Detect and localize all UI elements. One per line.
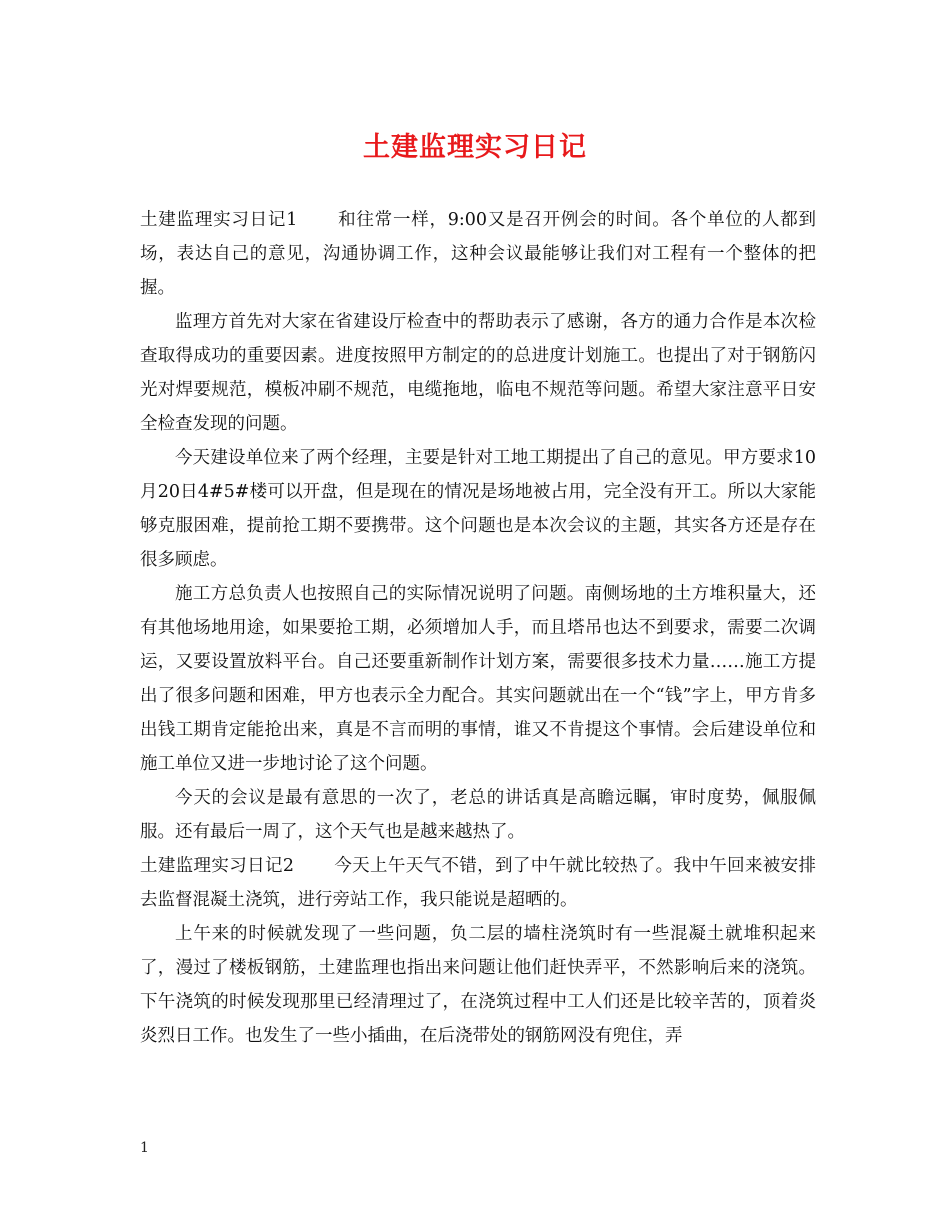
entry-1-first-text: 和往常一样，9:00又是召开例会的时间。各个单位的人都到场，表达自己的意见，沟通协调工作，这种会议最能够让我们对工程有一个整体的把握。 bbox=[140, 210, 817, 298]
document-body bbox=[140, 203, 816, 1053]
document-title: 土建监理实习日记 bbox=[363, 132, 587, 163]
entry-1-paragraph-1: 监理方首先对大家在省建设厅检查中的帮助表示了感谢，各方的通力合作是本次检查取得成功的重要因素。进度按照甲方制定的的总进度计划施工。也提出了对于钢筋闪光对焊要规范，模板冲刷不规范，电缆拖地，临电不规范等问题。希望大家注意平日安全检查发现的问题。 bbox=[140, 312, 816, 434]
entry-1-first-paragraph bbox=[140, 203, 816, 305]
entry-1-label: 土建监理实习日记1 bbox=[140, 210, 298, 230]
entry-1-paragraph-4: 今天的会议是最有意思的一次了，老总的讲话真是高瞻远瞩，审时度势，佩服佩服。还有最后一周了，这个天气也是越来越热了。 bbox=[140, 788, 816, 842]
page-number: 1 bbox=[140, 1140, 149, 1156]
entry-2-paragraph-1: 上午来的时候就发现了一些问题，负二层的墙柱浇筑时有一些混凝土就堆积起来了，漫过了楼板钢筋，土建监理也指出来问题让他们赶快弄平，不然影响后来的浇筑。下午浇筑的时候发现那里已经清理过了，在浇筑过程中工人们还是比较辛苦的，顶着炎炎烈日工作。也发生了一些小插曲，在后浇带处的钢筋网没有兜住，弄 bbox=[140, 924, 816, 1046]
entry-2-first-paragraph bbox=[140, 849, 816, 917]
entry-2-label: 土建监理实习日记2 bbox=[140, 856, 294, 876]
entry-1-paragraph-2: 今天建设单位来了两个经理，主要是针对工地工期提出了自己的意见。甲方要求10月20日4#5#楼可以开盘，但是现在的情况是场地被占用，完全没有开工。所以大家能够克服困难，提前抢工期不要携带。这个问题也是本次会议的主题，其实各方还是存在很多顾虑。 bbox=[140, 448, 816, 570]
entry-2-first-text: 今天上午天气不错，到了中午就比较热了。我中午回来被安排去监督混凝土浇筑，进行旁站工作，我只能说是超晒的。 bbox=[140, 856, 817, 910]
entry-1-paragraph-3: 施工方总负责人也按照自己的实际情况说明了问题。南侧场地的土方堆积量大，还有其他场地用途，如果要抢工期，必须增加人手，而且塔吊也达不到要求，需要二次调运，又要设置放料平台。自己还要重新制作计划方案，需要很多技术力量……施工方提出了很多问题和困难，甲方也表示全力配合。其实问题就出在一个“钱”字上，甲方肯多出钱工期肯定能抢出来，真是不言而明的事情，谁又不肯提这个事情。会后建设单位和施工单位又进一步地讨论了这个问题。 bbox=[140, 584, 816, 774]
